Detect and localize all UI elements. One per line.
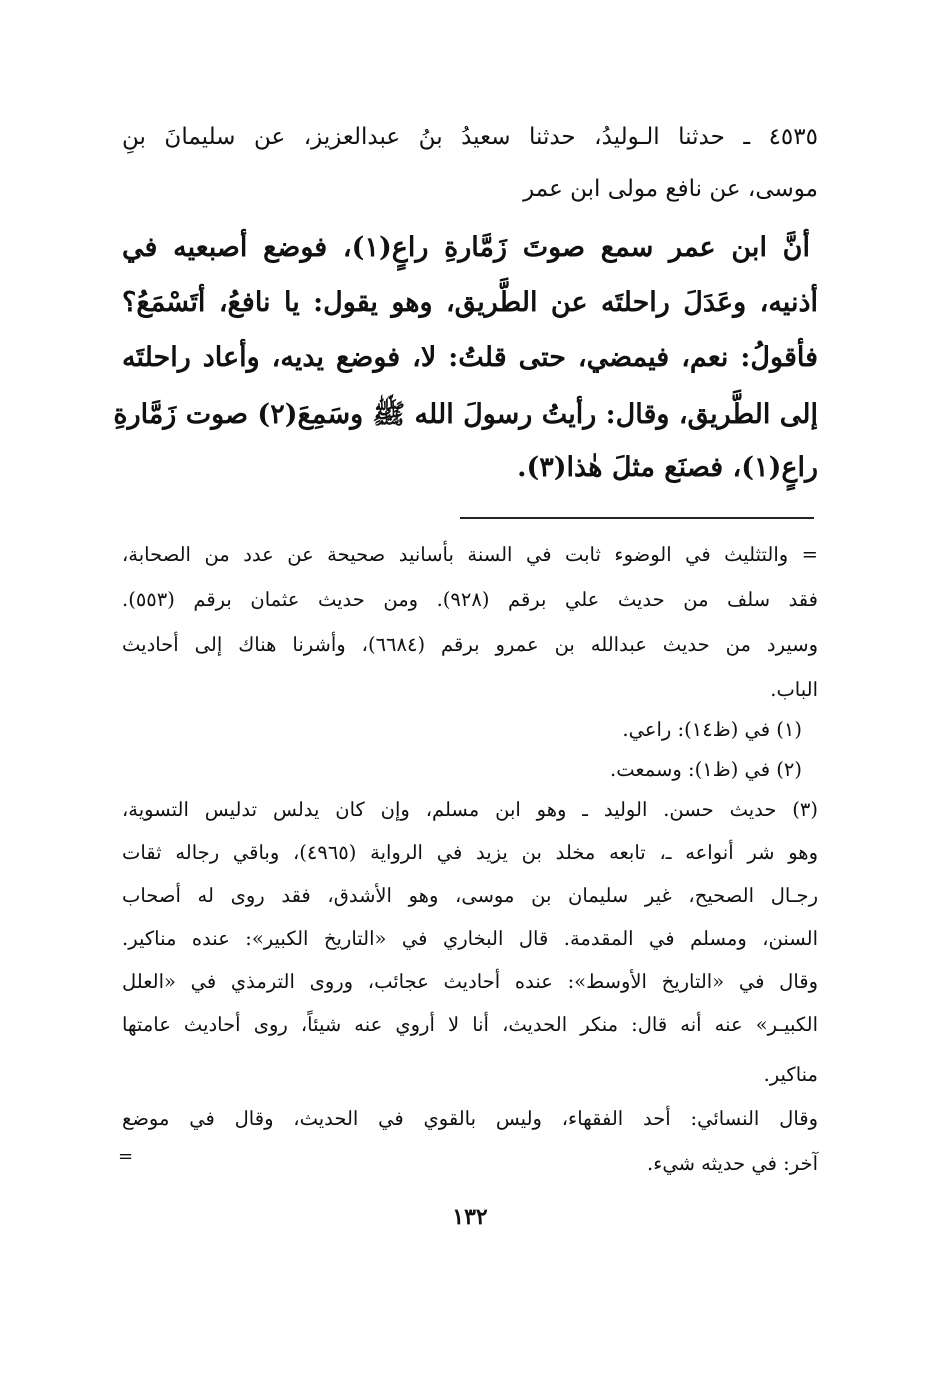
footnote-3-line-4: السنن، ومسلم في المقدمة. قال البخاري في «التاريخ الكبير»: عنده مناكير. <box>122 927 818 950</box>
footnote-3-line-5: وقال في «التاريخ الأوسط»: عنده أحاديث عجائب، وروى الترمذي في «العلل <box>122 970 818 993</box>
footnote-3-line-7: مناكير. <box>763 1063 818 1086</box>
matn-line-5: راعٍ(١)، فصنَع مثلَ هٰذا(٣). <box>517 452 818 483</box>
hadith-header-line-1: ٤٥٣٥ ـ حدثنا الـوليدُ، حدثنا سعيدُ بنُ عبدالعزيز، عن سليمانَ بنِ <box>122 124 818 150</box>
footnote-2: (٢) في (ظ١): وسمعت. <box>610 758 802 781</box>
matn-line-3: فأقولُ: نعم، فيمضي، حتى قلتُ: لا، فوضع يديه، وأعاد راحلتَه <box>122 342 818 373</box>
continuation-mark: = <box>118 1146 134 1167</box>
footnote-line-2: فقد سلف من حديث علي برقم (٩٢٨). ومن حديث عثمان برقم (٥٥٣). <box>122 588 818 611</box>
matn-line-4: إلى الطَّريق، وقال: رأيتُ رسولَ الله ﷺ وسَمِعَ(٢) صوت زَمَّارةِ <box>113 399 818 430</box>
footnote-1: (١) في (ظ١٤): راعي. <box>622 718 802 741</box>
footnote-line-3: وسيرد من حديث عبدالله بن عمرو برقم (٦٦٨٤)، وأشرنا هناك إلى أحاديث <box>122 633 818 656</box>
footnote-separator <box>460 517 814 519</box>
footnote-3-line-9: آخر: في حديثه شيء. <box>647 1152 818 1175</box>
footnote-3-line-8: وقال النسائي: أحد الفقهاء، وليس بالقوي في الحديث، وقال في موضع <box>122 1107 818 1130</box>
footnote-3-line-3: رجـال الصحيح، غير سليمان بن موسى، وهو الأشدق، فقد روى له أصحاب <box>122 884 818 907</box>
footnote-3-line-1: (٣) حديث حسن. الوليد ـ وهو ابن مسلم، وإن كان يدلس تدليس التسوية، <box>122 798 818 821</box>
footnote-line-1: = والتثليث في الوضوء ثابت في السنة بأسانيد صحيحة عن عدد من الصحابة، <box>122 543 818 566</box>
hadith-header-line-2: موسى، عن نافع مولى ابن عمر <box>523 176 818 202</box>
matn-line-1: أنَّ ابن عمر سمع صوتَ زَمَّارةِ راعٍ(١)، فوضع أصبعيه في <box>122 232 810 263</box>
footnote-line-4: الباب. <box>770 678 818 701</box>
page-number: ١٣٢ <box>452 1204 488 1230</box>
footnote-3-line-2: وهو شر أنواعه ـ، تابعه مخلد بن يزيد في الرواية (٤٩٦٥)، وباقي رجاله ثقات <box>122 841 818 864</box>
matn-line-2: أذنيه، وعَدَلَ راحلتَه عن الطَّريق، وهو يقول: يا نافعُ، أتَسْمَعُ؟ <box>122 287 818 318</box>
footnote-3-line-6: الكبيـر» عنه أنه قال: منكر الحديث، أنا لا أروي عنه شيئاً، روى أحاديث عامتها <box>122 1013 818 1036</box>
